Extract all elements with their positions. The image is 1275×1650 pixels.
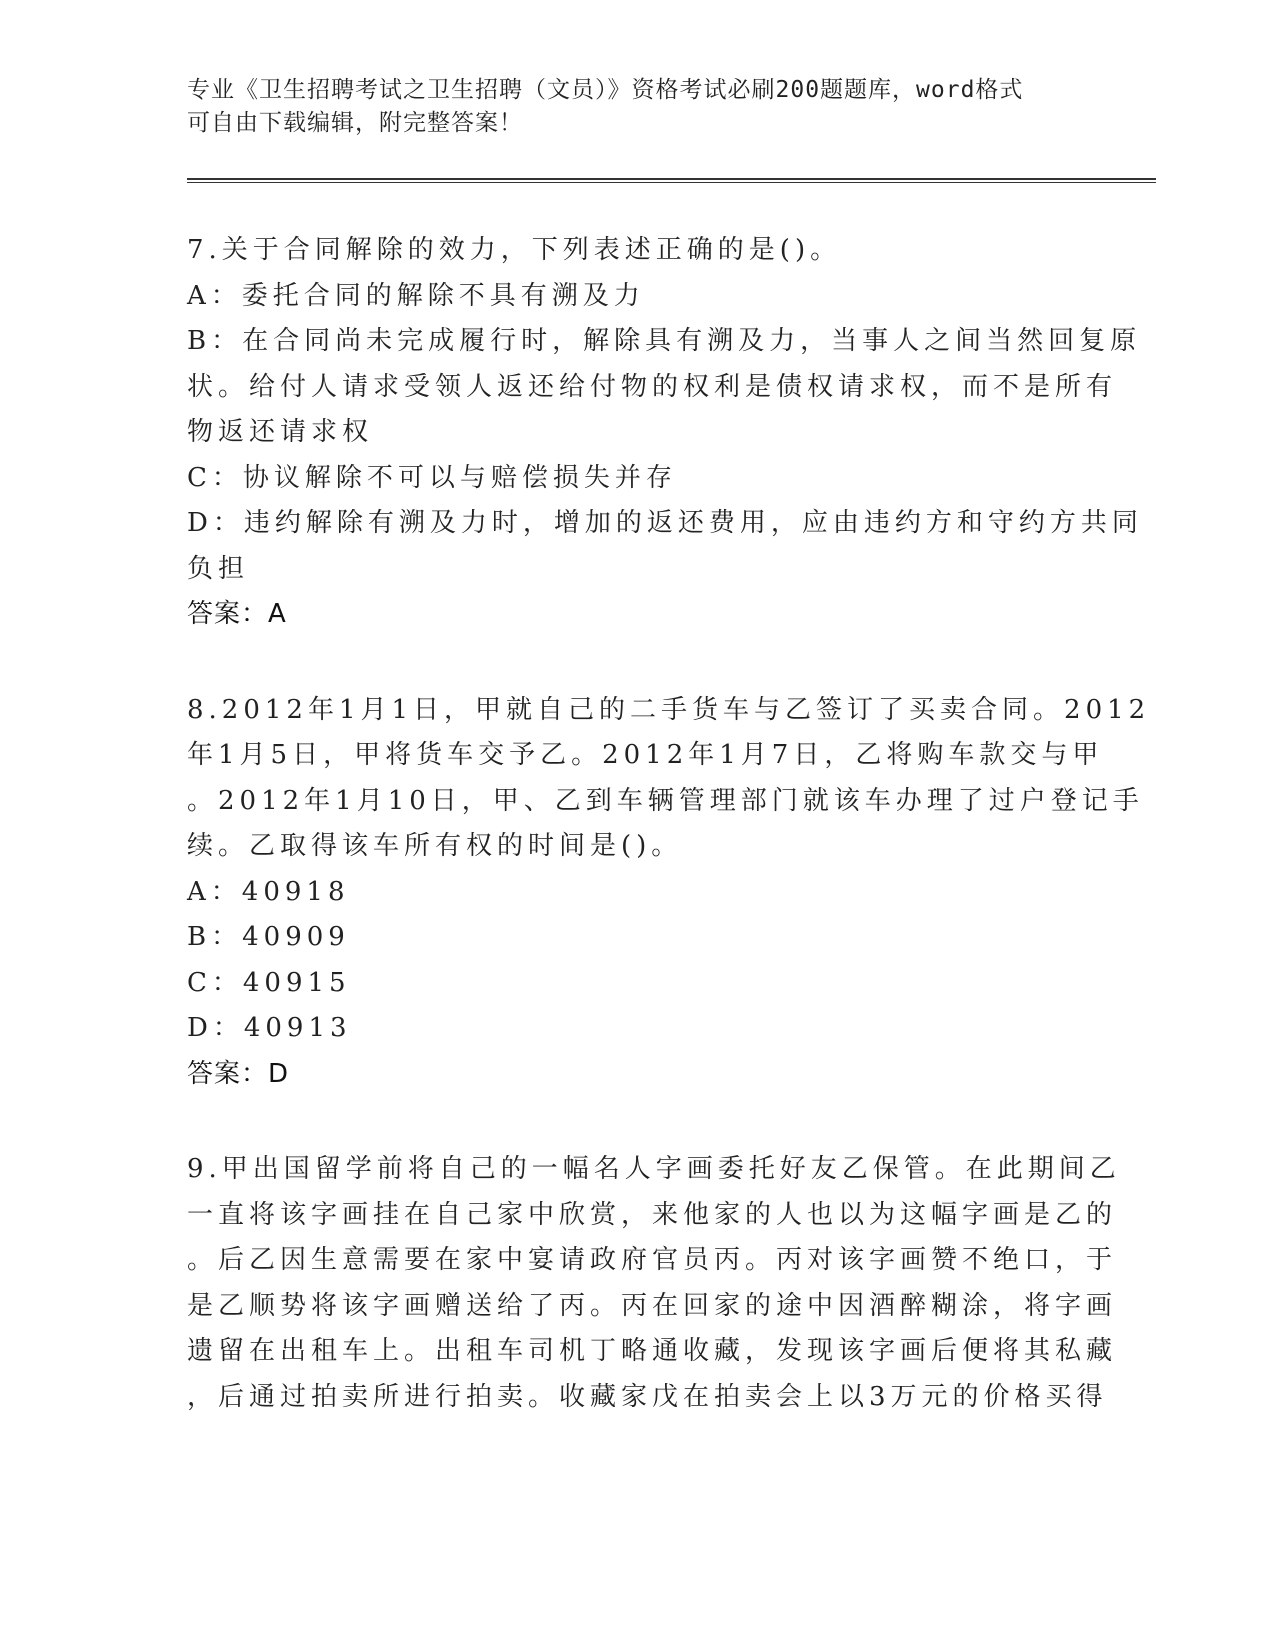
- answer: 答案：D: [187, 1058, 290, 1089]
- question-9: [187, 1147, 1121, 1420]
- question-stem-continued: 年1月5日，甲将货车交予乙。2012年1月7日，乙将购车款交与甲: [187, 740, 1104, 770]
- question-stem: 9.甲出国留学前将自己的一幅名人字画委托好友乙保管。在此期间乙: [187, 1154, 1121, 1184]
- header-line-2: 可自由下载编辑，附完整答案！: [187, 110, 523, 136]
- option-b-continued: 物返还请求权: [187, 417, 374, 447]
- question-stem-continued: ，后通过拍卖所进行拍卖。收藏家戊在拍卖会上以3万元的价格买得: [187, 1381, 1108, 1412]
- question-7: [187, 228, 1143, 638]
- option-c: C：协议解除不可以与赔偿损失并存: [187, 462, 677, 493]
- option-b: B：40909: [187, 922, 350, 952]
- question-stem-continued: 。2012年1月10日，甲、乙到车辆管理部门就该车办理了过户登记手: [187, 785, 1144, 816]
- document-body: [187, 228, 1151, 1470]
- option-d-continued: 负担: [187, 553, 250, 584]
- question-8: [187, 688, 1151, 1098]
- option-b: B：在合同尚未完成履行时，解除具有溯及力，当事人之间当然回复原: [187, 326, 1142, 356]
- question-stem-continued: 一直将该字画挂在自己家中欣赏，来他家的人也以为这幅字画是乙的: [187, 1199, 1118, 1230]
- question-stem-continued: 是乙顺势将该字画赠送给了丙。丙在回家的途中因酒醉糊涂，将字画: [187, 1290, 1118, 1321]
- question-stem-continued: 续。乙取得该车所有权的时间是()。: [187, 831, 683, 861]
- header-line-1: 专业《卫生招聘考试之卫生招聘（文员）》资格考试必刷200题题库，word格式: [187, 77, 1024, 103]
- option-c: C：40915: [187, 967, 351, 998]
- option-a: A：40918: [187, 876, 350, 907]
- option-d: D：40913: [187, 1013, 352, 1043]
- option-b-continued: 状。给付人请求受领人返还给付物的权利是债权请求权，而不是所有: [187, 371, 1118, 402]
- header-divider: [187, 178, 1156, 183]
- option-d: D：违约解除有溯及力时，增加的返还费用，应由违约方和守约方共同: [187, 508, 1143, 538]
- answer: 答案：A: [187, 599, 287, 629]
- question-stem-continued: 。后乙因生意需要在家中宴请政府官员丙。丙对该字画赞不绝口，于: [187, 1245, 1118, 1275]
- page-header: [187, 74, 1067, 140]
- option-a: A：委托合同的解除不具有溯及力: [187, 280, 645, 311]
- question-stem: 7.关于合同解除的效力，下列表述正确的是()。: [187, 235, 842, 265]
- question-stem: 8.2012年1月1日，甲就自己的二手货车与乙签订了买卖合同。2012: [187, 694, 1151, 725]
- question-stem-continued: 遗留在出租车上。出租车司机丁略通收藏，发现该字画后便将其私藏: [187, 1336, 1118, 1366]
